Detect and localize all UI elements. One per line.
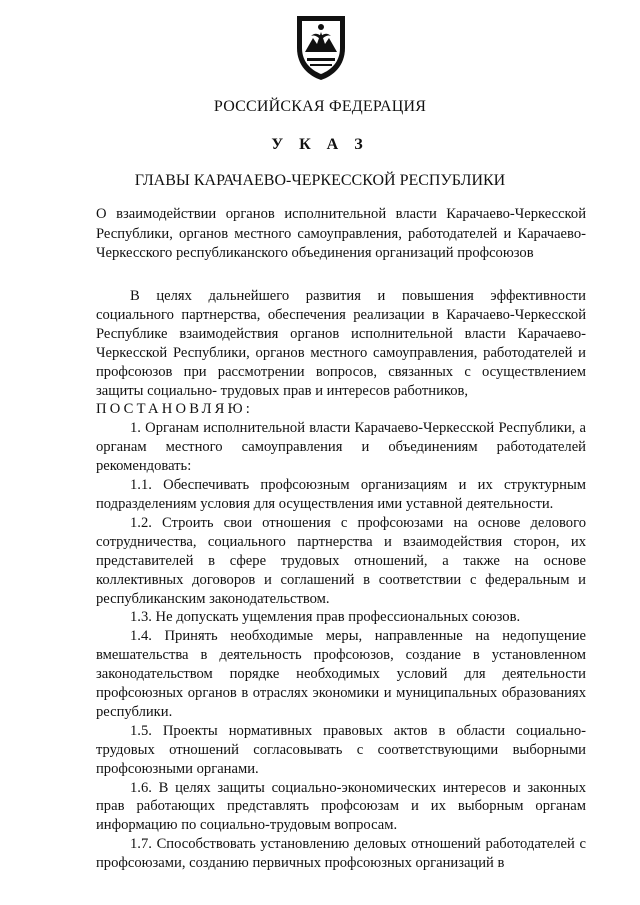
paragraph-1-1: 1.1. Обеспечивать профсоюзным организациям и их структурным подразделениям условия для осуществления ими уставной деятельности. xyxy=(96,477,586,512)
preamble-paragraph: В целях дальнейшего развития и повышения эффективности социального партнерства, обеспечения реализации в Карачаево-Черкесской Республике взаимодействия органов исполнительной власти Карачаево-Черкесской Республики, органов местного самоуправления, работодателей и профсоюзов при рассмотрении вопросов, связанных с осуществлением защиты социально- трудовых прав и интересов работников, xyxy=(96,288,586,399)
coat-of-arms-icon xyxy=(293,12,349,82)
country-heading: РОССИЙСКАЯ ФЕДЕРАЦИЯ xyxy=(213,98,427,115)
decree-body xyxy=(96,287,586,873)
paragraph-1-2: 1.2. Строить свои отношения с профсоюзами на основе делового сотрудничества, социального партнерства и взаимодействия сторон, их представителей в сфере трудовых отношений, а также на основе коллективных договоров и соглашений в соответствии с федеральным и республиканским законодательством. xyxy=(96,514,586,607)
paragraph-1-4: 1.4. Принять необходимые меры, направленные на недопущение вмешательства в деятельность профсоюзов, создание в установленном законодательством порядке необходимых условий для деятельности профсоюзных органов в отраслях экономики и муниципальных образованиях республики. xyxy=(96,628,586,720)
document-type-heading: У К А З xyxy=(271,136,369,153)
paragraph-1-7: 1.7. Способствовать установлению деловых отношений работодателей с профсоюзами, созданию первичных профсоюзных организаций в xyxy=(96,836,586,872)
decree-word: ПОСТАНОВЛЯЮ: xyxy=(96,401,254,418)
paragraph-1-5: 1.5. Проекты нормативных правовых актов в области социально-трудовых отношений согласовывать с соответствующими выборными профсоюзными органами. xyxy=(96,722,586,777)
paragraph-1-3: 1.3. Не допускать ущемления прав профессиональных союзов. xyxy=(130,609,521,626)
decree-subject: О взаимодействии органов исполнительной власти Карачаево-Черкесской Республики, органов местного самоуправления, работодателей и Карачаево-Черкесского республиканского объединения организаций профсоюзов xyxy=(96,206,586,261)
issuer-heading: ГЛАВЫ КАРАЧАЕВО-ЧЕРКЕССКОЙ РЕСПУБЛИКИ xyxy=(134,172,506,189)
paragraph-1: 1. Органам исполнительной власти Карачаево-Черкесской Республики, а органам местного самоуправления и объединениям работодателей рекомендовать: xyxy=(96,420,586,475)
paragraph-1-6: 1.6. В целях защиты социально-экономических интересов и законных прав работающих представлять профсоюзам и их выборным органам информацию по социально-трудовым вопросам. xyxy=(96,779,586,834)
